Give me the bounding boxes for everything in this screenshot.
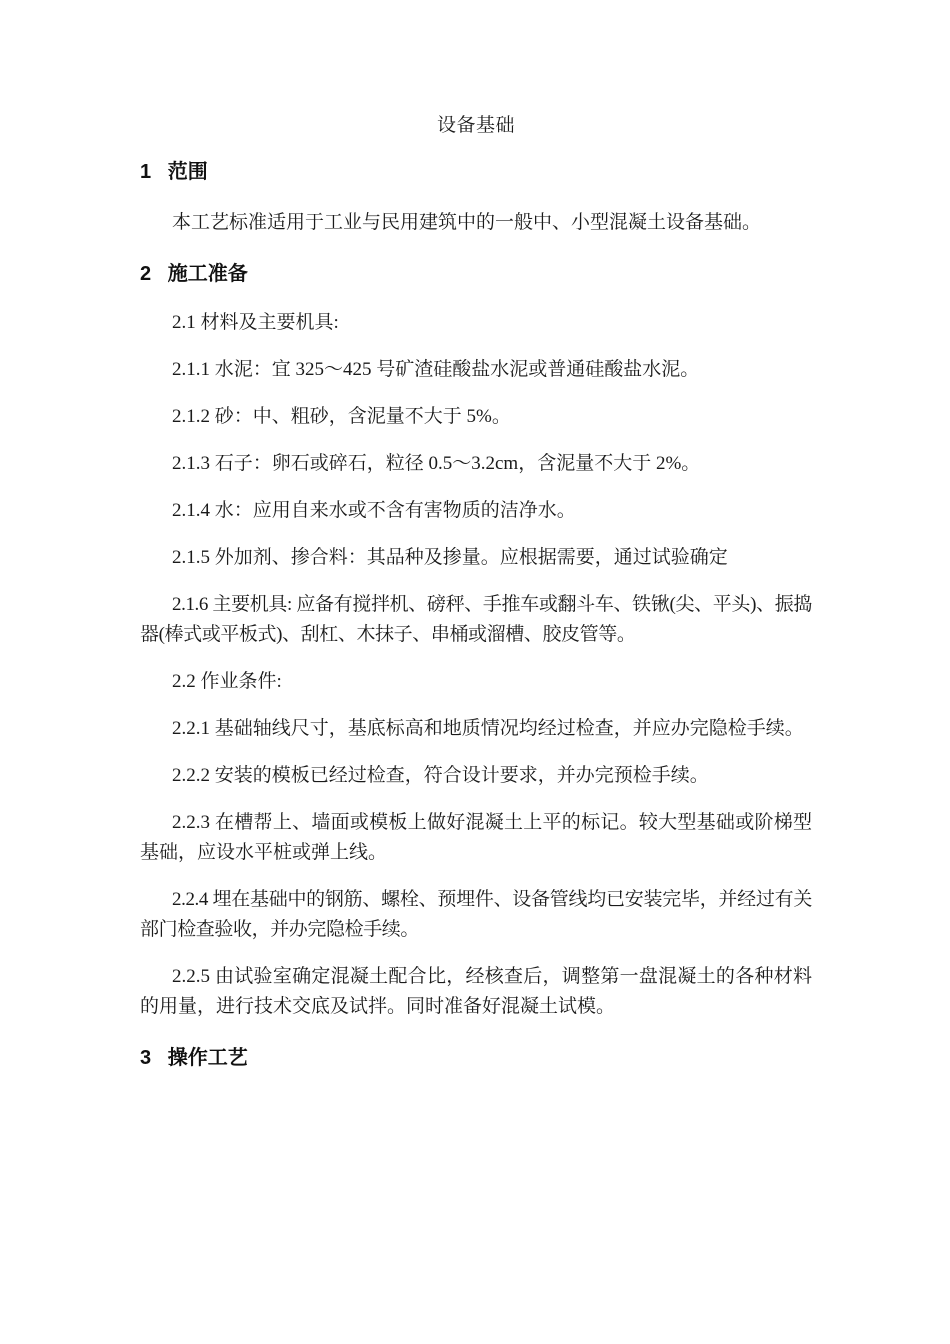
section-title-2: 施工准备 xyxy=(167,263,248,285)
section-title-3: 操作工艺 xyxy=(167,1047,248,1069)
item-2-2-2: 2.2.2 安装的模板已经过检查，符合设计要求，并办完预检手续。 xyxy=(172,765,709,786)
item-2-2-5: 2.2.5 由试验室确定混凝土配合比，经核查后，调整第一盘混凝土的各种材料的用量，进行技术交底及试拌。同时准备好混凝土试模。 xyxy=(140,966,812,1017)
page-title: 设备基础 xyxy=(436,115,515,136)
section-heading-1 xyxy=(140,158,812,186)
item-2-2-4: 2.2.4 埋在基础中的钢筋、螺栓、预埋件、设备管线均已安装完毕，并经过有关部门检查验收，并办完隐检手续。 xyxy=(140,889,812,940)
item-2-1-6: 2.1.6 主要机具: 应备有搅拌机、磅秤、手推车或翻斗车、铁锹(尖、平头)、振捣器(棒式或平板式)、刮杠、木抹子、串桶或溜槽、胶皮管等。 xyxy=(140,594,812,645)
item-2-1-4: 2.1.4 水：应用自来水或不含有害物质的洁净水。 xyxy=(172,500,576,521)
page-content xyxy=(140,0,812,1072)
item-2-2-1: 2.2.1 基础轴线尺寸，基底标高和地质情况均经过检查，并应办完隐检手续。 xyxy=(172,718,804,739)
item-2-1-5: 2.1.5 外加剂、掺合料：其品种及掺量。应根据需要，通过试验确定 xyxy=(172,547,728,568)
section-number-1: 1 xyxy=(140,161,152,183)
section-title-1: 范围 xyxy=(167,161,208,183)
item-2-2-3: 2.2.3 在槽帮上、墙面或模板上做好混凝土上平的标记。较大型基础或阶梯型基础，应设水平桩或弹上线。 xyxy=(140,812,812,863)
section-heading-2 xyxy=(140,260,812,288)
subsection-label-2-2: 2.2 作业条件: xyxy=(172,671,282,692)
item-2-1-2: 2.1.2 砂：中、粗砂，含泥量不大于 5%。 xyxy=(172,406,511,427)
subsection-label-2-1: 2.1 材料及主要机具: xyxy=(172,312,339,333)
paragraph-scope: 本工艺标准适用于工业与民用建筑中的一般中、小型混凝土设备基础。 xyxy=(172,212,762,233)
section-heading-3 xyxy=(140,1044,812,1072)
section-number-2: 2 xyxy=(140,263,152,285)
item-2-1-3: 2.1.3 石子：卵石或碎石，粒径 0.5～3.2cm，含泥量不大于 2%。 xyxy=(172,453,701,474)
item-2-1-1: 2.1.1 水泥：宜 325～425 号矿渣硅酸盐水泥或普通硅酸盐水泥。 xyxy=(172,359,700,380)
section-number-3: 3 xyxy=(140,1047,152,1069)
